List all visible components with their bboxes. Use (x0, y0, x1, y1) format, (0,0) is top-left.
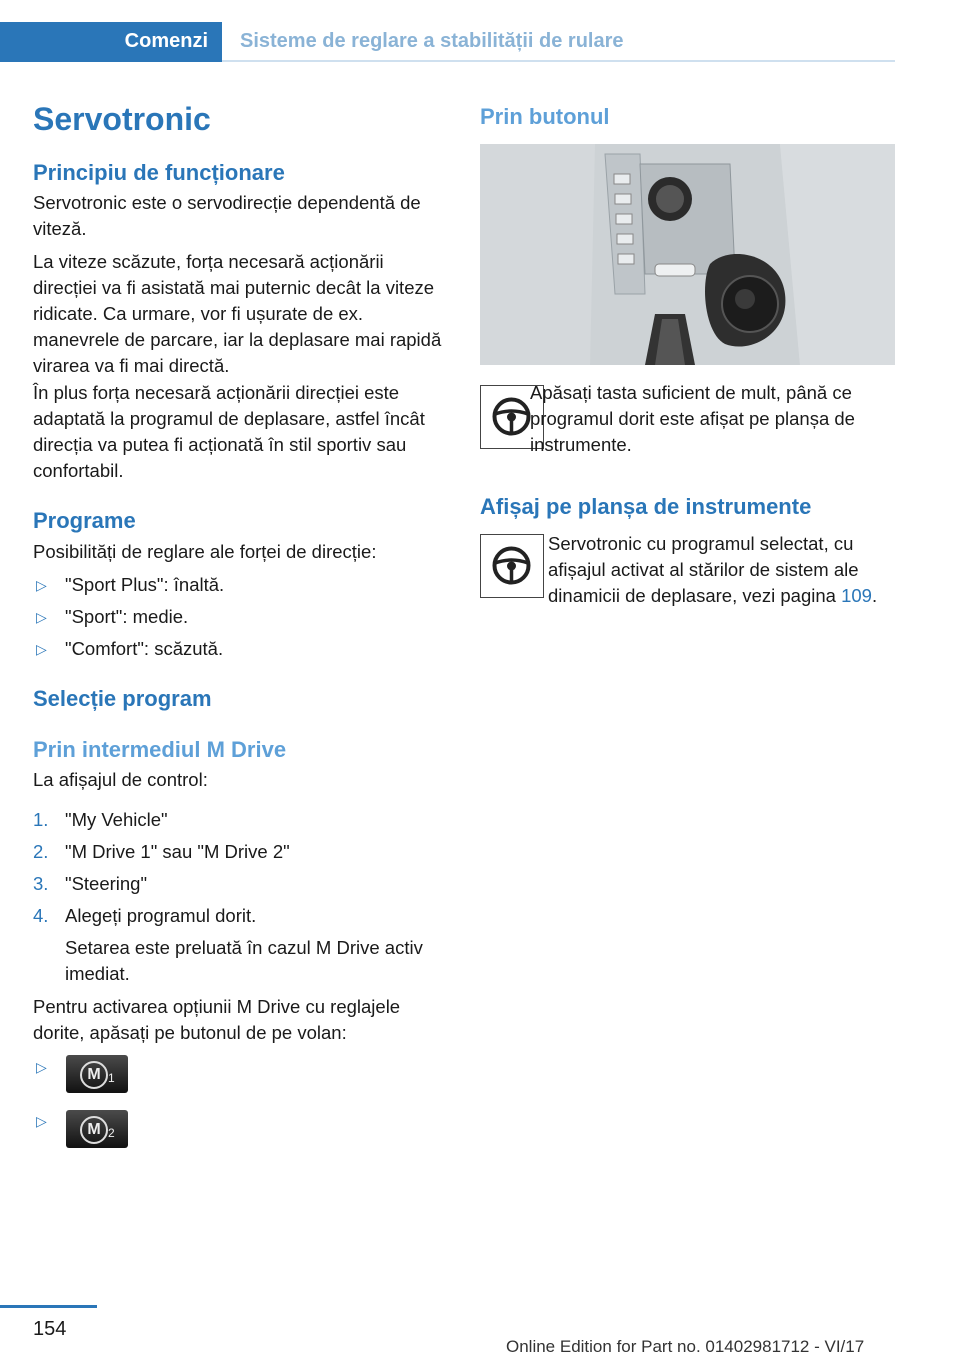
list-item: "Sport": medie. (65, 606, 189, 627)
list-triangle-icon: ▷ (36, 609, 47, 625)
mdrive-intro: La afișajul de control: (33, 769, 208, 790)
display-heading: Afișaj pe planșa de instrumente (480, 494, 812, 519)
mdrive-heading: Prin intermediul M Drive (33, 737, 287, 762)
list-item: "Sport Plus": înaltă. (65, 574, 225, 595)
center-console-photo (480, 144, 895, 365)
page-reference-link[interactable]: 109 (841, 585, 872, 606)
footer-rule (0, 1305, 97, 1308)
chapter-tab[interactable] (0, 22, 222, 62)
display-end: . (871, 585, 878, 606)
chapter-header (0, 22, 895, 62)
paragraph-3: În plus forța necesară acționării direcției este adaptată la programul de deplasare, astfel încât direcția va putea fi acționată în stil sportiv sau confortabil. (33, 382, 425, 481)
list-triangle-icon: ▷ (36, 1059, 47, 1075)
section-label[interactable]: Sisteme de reglare a stabilității de rulare (240, 30, 624, 52)
m2-button-icon (66, 1110, 128, 1148)
page-title: Servotronic (33, 101, 211, 137)
principle-heading: Principiu de funcționare (33, 160, 285, 185)
step4-note: Setarea este preluată în cazul M Drive activ imediat. (65, 937, 423, 984)
steering-wheel-icon (480, 534, 544, 598)
display-text: Servotronic cu programul selectat, cu afișajul activat al stărilor de sistem ale dinamicii de deplasare, vezi pagina (548, 533, 859, 606)
paragraph-2: La viteze scăzute, forța necesară acționării direcției va fi asistată mai puternic decât la viteze ridicate. Ca urmare, vor fi ușurate de ex. manevrele de parcare, iar la deplasare mai rapidă virarea va fi mai directă. (33, 251, 442, 376)
list-triangle-icon: ▷ (36, 641, 47, 657)
activation-text: Pentru activarea opțiunii M Drive cu reglajele dorite, apăsați pe butonul de pe volan: (33, 996, 401, 1043)
m1-button-icon (66, 1055, 128, 1093)
chapter-label: Comenzi (124, 30, 208, 52)
step-text: "Steering" (65, 873, 148, 894)
button-text-line (530, 380, 895, 458)
step-number: 2. (33, 841, 49, 862)
button-heading: Prin butonul (480, 104, 610, 129)
step-text: "M Drive 1" sau "M Drive 2" (65, 841, 290, 862)
paragraph-1: Servotronic este o servodirecție dependentă de viteză. (33, 192, 421, 239)
step-number: 1. (33, 809, 49, 830)
edition-footer: Online Edition for Part no. 01402981712 - VI/17 (506, 1337, 865, 1356)
programs-heading: Programe (33, 508, 136, 533)
step-text: "My Vehicle" (65, 809, 168, 830)
display-text-block (548, 531, 893, 609)
programs-intro: Posibilități de reglare ale forței de direcție: (33, 541, 377, 562)
m-letter: M (80, 1116, 108, 1144)
m-letter: M (80, 1061, 108, 1089)
list-item: "Comfort": scăzută. (65, 638, 224, 659)
list-triangle-icon: ▷ (36, 1113, 47, 1129)
list-triangle-icon: ▷ (36, 577, 47, 593)
m-sub: 2 (108, 1126, 115, 1140)
header-divider (222, 60, 895, 62)
step-number: 3. (33, 873, 49, 894)
step-number: 4. (33, 905, 49, 926)
page-number: 154 (33, 1318, 67, 1340)
button-text: Apăsați tasta suficient de mult, până ce programul dorit este afișat pe planșa de instrumente. (530, 382, 855, 455)
step-text: Alegeți programul dorit. (65, 905, 257, 926)
m-sub: 1 (108, 1071, 115, 1085)
selection-heading: Selecție program (33, 686, 212, 711)
